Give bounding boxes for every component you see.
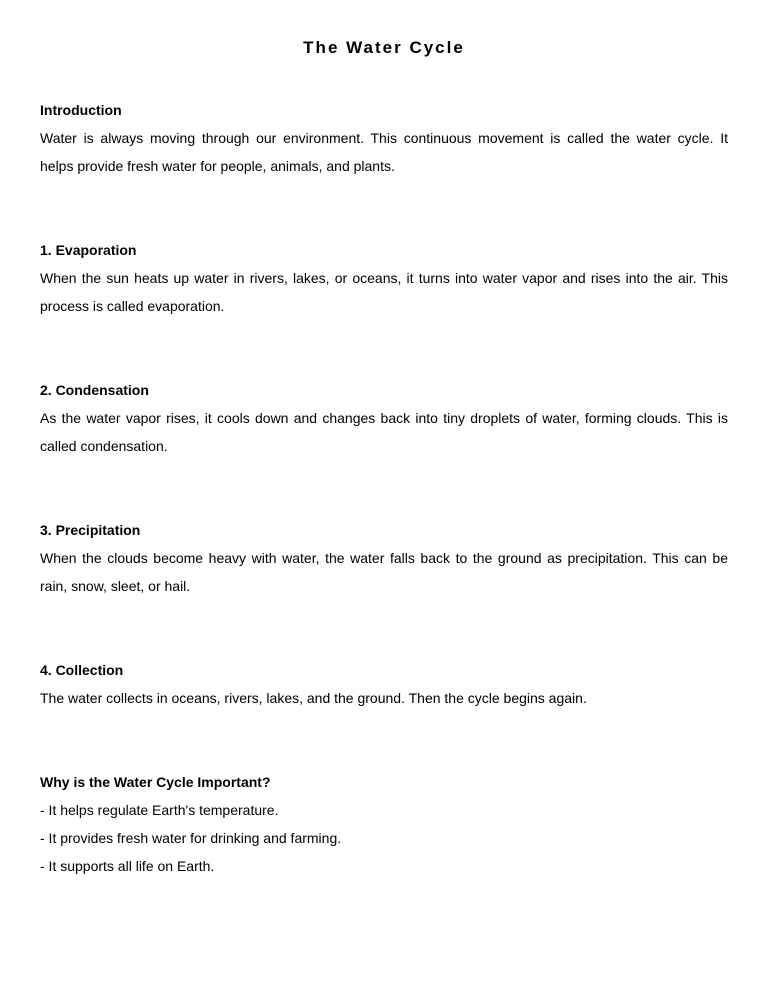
paragraph-line: rain, snow, sleet, or hail.: [40, 578, 191, 594]
section-collection: [40, 656, 728, 712]
paragraph-line: helps provide fresh water for people, animals, and plants.: [40, 158, 395, 174]
section-importance: [40, 768, 728, 880]
importance-list-item: - It helps regulate Earth's temperature.: [40, 802, 279, 818]
section-heading-evaporation: 1. Evaporation: [40, 242, 137, 258]
section-heading-introduction: Introduction: [40, 102, 122, 118]
section-precipitation: [40, 516, 728, 600]
importance-list-item: - It supports all life on Earth.: [40, 858, 215, 874]
paragraph-line: When the clouds become heavy with water, the water falls back to the ground as precipitation. This can be: [40, 550, 728, 566]
paragraph-line: The water collects in oceans, rivers, lakes, and the ground. Then the cycle begins again.: [40, 690, 587, 706]
section-heading-importance: Why is the Water Cycle Important?: [40, 774, 271, 790]
paragraph-condensation: [40, 404, 728, 460]
section-condensation: [40, 376, 728, 460]
paragraph-line: process is called evaporation.: [40, 298, 225, 314]
paragraph-precipitation: [40, 544, 728, 600]
section-heading-collection: 4. Collection: [40, 662, 124, 678]
document-title: The Water Cycle: [303, 38, 465, 57]
paragraph-line: called condensation.: [40, 438, 168, 454]
section-heading-condensation: 2. Condensation: [40, 382, 149, 398]
section-introduction: [40, 96, 728, 180]
paragraph-line: As the water vapor rises, it cools down and changes back into tiny droplets of water, forming clouds. This is: [40, 410, 728, 426]
paragraph-collection: [40, 684, 728, 712]
paragraph-introduction: [40, 124, 728, 180]
paragraph-evaporation: [40, 264, 728, 320]
section-heading-precipitation: 3. Precipitation: [40, 522, 141, 538]
section-evaporation: [40, 236, 728, 320]
paragraph-line: Water is always moving through our environment. This continuous movement is called the water cycle. It: [40, 130, 728, 146]
paragraph-line: When the sun heats up water in rivers, lakes, or oceans, it turns into water vapor and rises into the air. This: [40, 270, 728, 286]
importance-list-item: - It provides fresh water for drinking and farming.: [40, 830, 342, 846]
